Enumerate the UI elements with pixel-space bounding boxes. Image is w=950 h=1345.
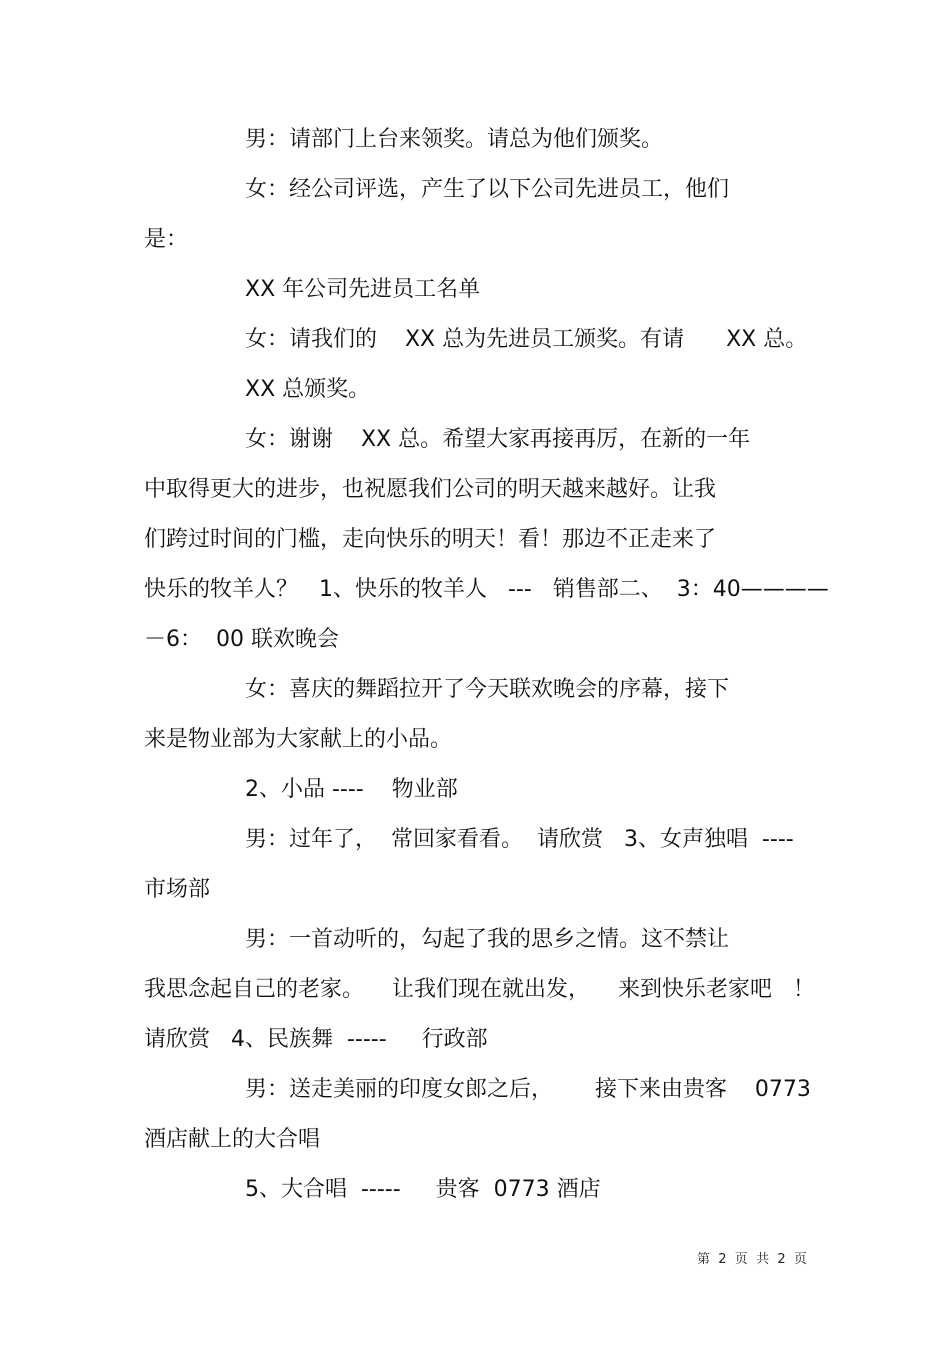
paragraph-line: 是： [144,227,189,252]
paragraph-line: 女：请我们的 XX 总为先进员工颁奖。有请 XX 总。 [245,327,808,352]
paragraph-line: 女：谢谢 XX 总。希望大家再接再厉，在新的一年 [245,427,751,452]
paragraph-line: 男：一首动听的，勾起了我的思乡之情。这不禁让 [245,927,730,952]
paragraph-line: 男：请部门上台来领奖。请总为他们颁奖。 [245,127,664,152]
paragraph-line: XX 总颁奖。 [245,377,371,402]
paragraph-line: 中取得更大的进步，也祝愿我们公司的明天越来越好。让我 [144,477,717,502]
paragraph-line: 我思念起自己的老家。 让我们现在就出发， 来到快乐老家吧 ！ [144,977,815,1002]
program-item: 5、大合唱 ----- 贵客 0773 酒店 [245,1177,601,1202]
paragraph-line: 酒店献上的大合唱 [144,1127,321,1152]
paragraph-line: 们跨过时间的门槛，走向快乐的明天！看！那边不正走来了 [144,527,717,552]
paragraph-line: 快乐的牧羊人？ 1、快乐的牧羊人 --- 销售部二、 3：40———— [144,577,829,602]
paragraph-line: 男：过年了， 常回家看看。 请欣赏 3、女声独唱 ---- [245,827,794,852]
paragraph-line: 市场部 [144,877,211,902]
paragraph-line: 来是物业部为大家献上的小品。 [144,727,453,752]
paragraph-line: 请欣赏 4、民族舞 ----- 行政部 [144,1027,488,1052]
program-item: 2、小品 ---- 物业部 [245,777,458,802]
page-number: 第 2 页 共 2 页 [697,1252,807,1267]
paragraph-line: －6： 00 联欢晚会 [144,627,339,652]
list-heading: XX 年公司先进员工名单 [245,277,481,302]
paragraph-line: 男：送走美丽的印度女郎之后， 接下来由贵客 0773 [245,1077,811,1102]
paragraph-line: 女：喜庆的舞蹈拉开了今天联欢晚会的序幕，接下 [245,677,730,702]
paragraph-line: 女：经公司评选，产生了以下公司先进员工，他们 [245,177,730,202]
